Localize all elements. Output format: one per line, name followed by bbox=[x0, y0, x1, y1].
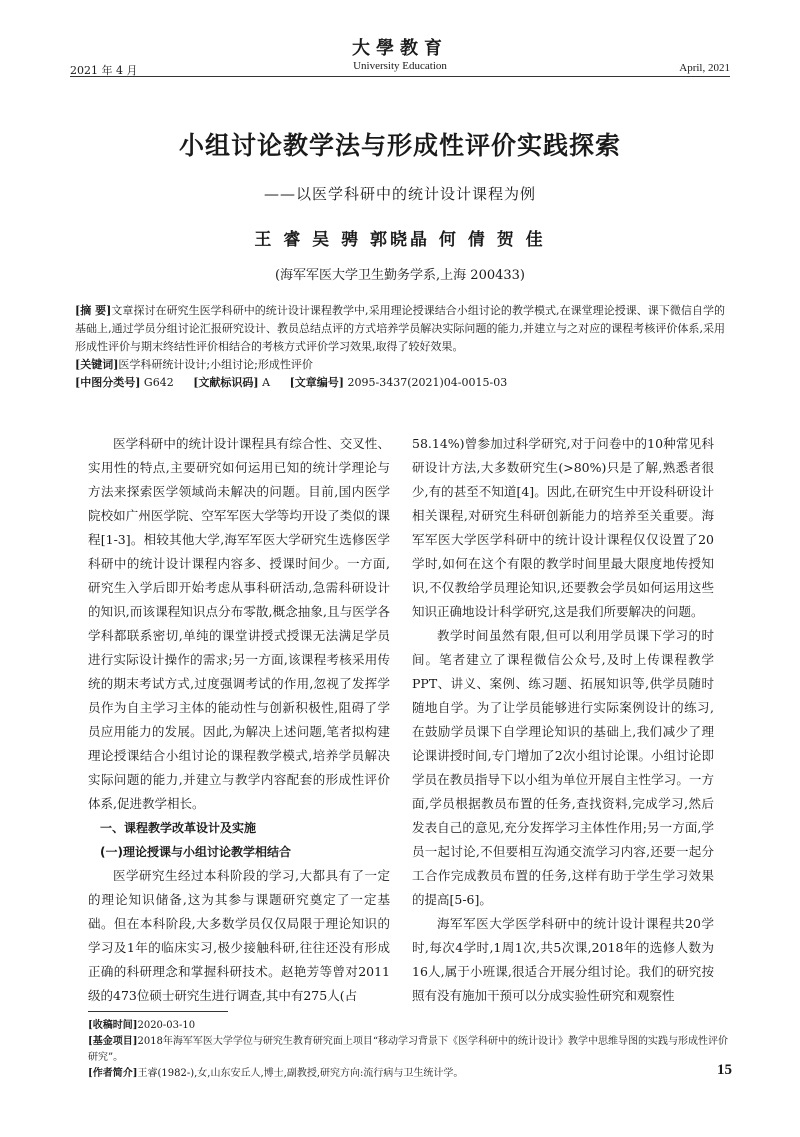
body-column-right bbox=[412, 432, 714, 1008]
section-heading: (一)理论授课与小组讨论教学相结合 bbox=[100, 845, 291, 859]
footnote-text: 2020-03-10 bbox=[137, 1020, 196, 1031]
article-title: 小组讨论教学法与形成性评价实践探索 bbox=[178, 131, 621, 160]
body-paragraph: 海军军医大学医学科研中的统计设计课程共20学时,每次4学时,1周1次,共5次课,2018年的选修人数为16人,属于小班课,很适合开展分组讨论。我们的研究按照有没有施加干预可以分成实验性研究和观察性 bbox=[412, 916, 714, 1003]
body-paragraph: 58.14%)曾参加过科学研究,对于问卷中的10种常见科研设计方法,大多数研究生(>80%)只是了解,熟悉者很少,有的甚至不知道[4]。因此,在研究生中开设科研设计相关课程,对研究生科研创新能力的培养至关重要。海军军医大学医学科研中的统计设计课程仅仅设置了20学时,如何在这个有限的教学时间里最大限度地传授知识,不仅教给学员理论知识,还要教会学员如何运用这些知识正确地设计科学研究,这是我们所要解决的问题。 bbox=[412, 436, 714, 619]
footnote-item bbox=[88, 1066, 730, 1082]
footnote-rule bbox=[88, 1011, 228, 1012]
doc-code-label: [文献标识码] bbox=[193, 376, 259, 389]
abstract-text-line bbox=[75, 302, 725, 356]
doc-code-value: A bbox=[262, 376, 271, 389]
clc-value: G642 bbox=[143, 376, 174, 389]
footnotes bbox=[88, 1018, 730, 1082]
article-affiliation: (海军军医大学卫生勤务学系,上海 200433) bbox=[274, 268, 526, 283]
body-paragraph: 教学时间虽然有限,但可以利用学员课下学习的时间。笔者建立了课程微信公众号,及时上传课程教学PPT、讲义、案例、练习题、拓展知识等,供学员随时随地自学。为了让学员能够进行实际案例设计的练习,在鼓励学员课下自学理论知识的基础上,我们减少了理论课讲授时间,专门增加了2次小组讨论课。小组讨论即学员在教员指导下以小组为单位开展自主性学习。一方面,学员根据教员布置的任务,查找资料,完成学习,然后发表自己的意见,充分发挥学习主体性作用;另一方面,学员一起讨论,不但要相互沟通交流学习内容,还要一起分工合作完成教员布置的任务,这样有助于学生学习效果的提高[5-6]。 bbox=[412, 628, 714, 907]
footnote-label: [作者简介] bbox=[88, 1068, 138, 1079]
header-date-en: April, 2021 bbox=[679, 62, 730, 74]
abstract-label: [摘 要] bbox=[75, 304, 112, 317]
journal-logo: 大學教育 bbox=[352, 38, 448, 59]
clc-label: [中图分类号] bbox=[75, 376, 141, 389]
article-subtitle: ——以医学科研中的统计设计课程为例 bbox=[263, 185, 536, 203]
footnote-label: [基金项目] bbox=[88, 1036, 138, 1047]
page-number: 15 bbox=[717, 1062, 732, 1078]
keywords-text: 医学科研统计设计;小组讨论;形成性评价 bbox=[118, 358, 313, 371]
body-paragraph: 医学科研中的统计设计课程具有综合性、交叉性、实用性的特点,主要研究如何运用已知的统计学理论与方法来探索医学领域尚未解决的问题。目前,国内医学院校如广州医学院、空军军医大学等均开设了类似的课程[1-3]。相较其他大学,海军军医大学研究生选修医学科研中的统计设计课程内容多、授课时间少。一方面,研究生入学后即开始考虑从事科研活动,急需科研设计的知识,而该课程知识点分布零散,概念抽象,且与医学各学科都联系密切,单纯的课堂讲授式授课无法满足学员进行实际设计操作的需求;另一方面,该课程考核采用传统的期末考试方式,过度强调考试的作用,忽视了发挥学员作为自主学习主体的能动性与创新积极性,阻碍了学员应用能力的发展。因此,为解决上述问题,笔者拟构建理论授课结合小组讨论的课程教学模式,培养学员解决实际问题的能力,并建立与教学内容配套的形成性评价体系,促进教学相长。 bbox=[88, 436, 390, 811]
keywords-line bbox=[75, 356, 725, 374]
article-id-label: [文章编号] bbox=[289, 376, 345, 389]
footnote-item bbox=[88, 1018, 730, 1034]
article-authors: 王 睿 吴 骋 郭晓晶 何 倩 贺 佳 bbox=[254, 230, 546, 250]
footnote-label: [收稿时间] bbox=[88, 1020, 138, 1031]
keywords-label: [关键词] bbox=[75, 358, 119, 371]
footnote-text: 2018年海军军医大学学位与研究生教育研究面上项目“移动学习背景下《医学科研中的统计设计》教学中思维导图的实践与形成性评价研究”。 bbox=[88, 1036, 729, 1063]
abstract-block bbox=[75, 302, 725, 392]
footnote-item bbox=[88, 1034, 730, 1066]
article-id-value: 2095-3437(2021)04-0015-03 bbox=[347, 376, 508, 389]
section-heading: 一、课程教学改革设计及实施 bbox=[100, 821, 257, 835]
page-header bbox=[70, 30, 730, 78]
abstract-text: 文章探讨在研究生医学科研中的统计设计课程教学中,采用理论授课结合小组讨论的教学模式,在课堂理论授课、课下微信自学的基础上,通过学员分组讨论汇报研究设计、教员总结点评的方式培养学员解决实际问题的能力,并建立与之对应的课程考核评价体系,采用形成性评价与期末终结性评价相结合的考核方式评价学习效果,取得了较好效果。 bbox=[75, 304, 725, 353]
body-column-left bbox=[88, 432, 390, 1008]
body-paragraph: 医学研究生经过本科阶段的学习,大都具有了一定的理论知识储备,这为其参与课题研究奠定了一定基础。但在本科阶段,大多数学员仅仅局限于理论知识的学习及1年的临床实习,极少接触科研,往往还没有形成正确的科研理念和掌握科研技术。赵艳芳等曾对2011级的473位硕士研究生进行调查,其中有275人(占 bbox=[88, 868, 390, 1003]
classification-line bbox=[75, 374, 725, 392]
header-date-cn: 2021 年 4 月 bbox=[70, 64, 138, 77]
header-rule bbox=[70, 76, 730, 77]
header-journal-en: University Education bbox=[353, 60, 447, 72]
footnote-text: 王睿(1982-),女,山东安丘人,博士,副教授,研究方向:流行病与卫生统计学。 bbox=[137, 1068, 464, 1079]
